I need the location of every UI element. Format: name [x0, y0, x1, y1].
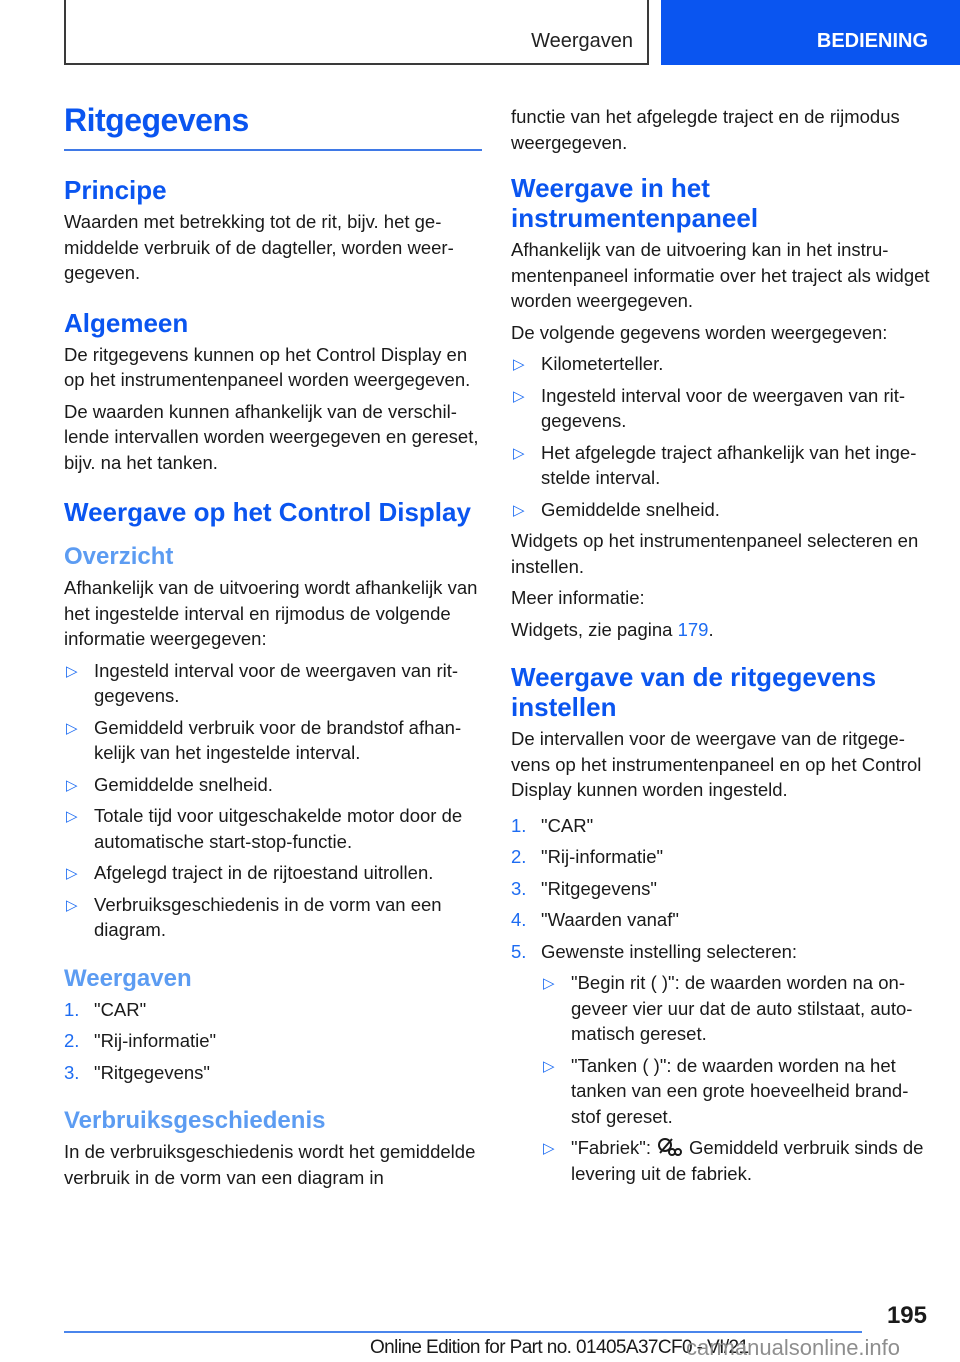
page-title: Ritgegevens — [64, 96, 482, 151]
list-item: ▷ Afgelegd traject in de rijtoestand uitrollen. — [64, 860, 482, 886]
list-item: ▷ Verbruiksgeschiedenis in de vorm van een diagram. — [66, 893, 442, 940]
footer-divider — [64, 1331, 862, 1333]
triangle-bullet-icon: ▷ — [66, 719, 78, 737]
heading-control-display: Weergave op het Control Display — [64, 497, 471, 527]
step-item: 3. "Ritgegevens" — [511, 877, 657, 899]
triangle-bullet-icon: ▷ — [513, 444, 525, 462]
step-item: 1. "CAR" — [511, 814, 594, 836]
page-link-179[interactable]: 179 — [677, 618, 709, 640]
heading-verbruiksgeschiedenis: Verbruiksgeschiedenis — [64, 1107, 326, 1134]
instrument-text-2: De volgende gegevens worden weergegeven: — [511, 321, 888, 343]
instrument-text-3: Widgets op het instrumentenpaneel selecteren en instellen. — [511, 530, 919, 577]
instrument-list — [511, 351, 931, 522]
step-item: 5. Gewenste instelling selecteren: ▷ "Begin rit ( )": de waarden worden na ongeveer vier uur dat de auto stilstaat, automatisch gereset. ▷ "Tanken ( )": de waarden worden na het tanken van een grote hoeveelheid brandstof gereset. ▷ "Fabriek": Gemiddeld verbruik sinds de levering uit de fabriek. — [511, 939, 931, 1187]
heading-instrumentenpaneel: Weergave in het instrumentenpaneel — [511, 173, 759, 233]
triangle-bullet-icon: ▷ — [66, 808, 78, 825]
edition-text: Online Edition for Part no. 01405A37CF0 - VI/21 — [370, 1337, 749, 1358]
list-item: ▷ Gemiddeld verbruik voor de brandstof afhankelijk van het ingestelde interval. — [66, 716, 462, 763]
instellen-steps — [511, 813, 931, 1187]
factory-infinity-icon — [657, 1137, 683, 1157]
chapter-label: BEDIENING — [816, 30, 928, 52]
option-item: ▷ "Begin rit ( )": de waarden worden na ongeveer vier uur dat de auto stilstaat, automatisch gereset. — [543, 972, 913, 1044]
principe-text: Waarden met betrekking tot de rit, bijv. het gemiddelde verbruik of de dagteller, worden weergegeven. — [64, 211, 454, 283]
instellen-text: De intervallen voor de weergave van de ritgegevens op het instrumentenpaneel en op het Control Display kunnen worden ingesteld. — [511, 728, 922, 800]
step-item: 1. "CAR" — [64, 998, 147, 1020]
triangle-bullet-icon: ▷ — [513, 501, 525, 519]
left-column — [64, 96, 482, 1196]
triangle-bullet-icon: ▷ — [513, 356, 525, 373]
page-number: 195 — [886, 1302, 927, 1329]
heading-weergaven: Weergaven — [64, 964, 192, 992]
list-item: ▷ Gemiddelde snelheid. — [64, 772, 482, 798]
overzicht-list — [64, 658, 482, 943]
instrument-text-5: Widgets, zie pagina 179. — [511, 618, 714, 640]
list-item: ▷ Kilometerteller. — [511, 351, 931, 377]
continued-text: functie van het afgelegde traject en de rijmodus weergegeven. — [511, 106, 900, 153]
triangle-bullet-icon: ▷ — [543, 975, 555, 992]
list-item: ▷ Totale tijd voor uitgeschakelde motor door de automatische start-stop-functie. — [66, 805, 463, 852]
option-item: ▷ "Tanken ( )": de waarden worden na het tanken van een grote hoeveelheid brandstof gereset. — [543, 1054, 909, 1127]
heading-overzicht: Overzicht — [64, 543, 174, 570]
list-item: ▷ Ingesteld interval voor de weergaven van ritgegevens. — [66, 659, 459, 706]
triangle-bullet-icon: ▷ — [66, 896, 78, 914]
triangle-bullet-icon: ▷ — [66, 865, 78, 882]
triangle-bullet-icon: ▷ — [66, 662, 78, 680]
watermark: carmanualsonline.info — [686, 1335, 901, 1360]
algemeen-text-2: De waarden kunnen afhankelijk van de verschillende intervallen worden weergegeven en gereset, bijv. na het tanken. — [64, 400, 479, 473]
triangle-bullet-icon: ▷ — [543, 1057, 555, 1075]
right-column — [511, 104, 931, 1192]
step-item: 4. "Waarden vanaf" — [511, 909, 679, 930]
verbruik-text: In de verbruiksgeschiedenis wordt het gemiddelde verbruik in de vorm van een diagram in — [64, 1141, 476, 1188]
triangle-bullet-icon: ▷ — [513, 387, 525, 405]
triangle-bullet-icon: ▷ — [543, 1140, 555, 1157]
settings-options-list — [541, 970, 931, 1186]
algemeen-text-1: De ritgegevens kunnen op het Control Display en op het instrumentenpaneel worden weergegeven. — [64, 343, 471, 390]
weergaven-steps — [64, 997, 482, 1086]
instrument-text-4: Meer informatie: — [511, 587, 645, 608]
section-label: Weergaven — [531, 30, 633, 52]
list-item: ▷ Gemiddelde snelheid. — [511, 497, 931, 523]
heading-algemeen: Algemeen — [64, 307, 189, 338]
heading-principe: Principe — [64, 175, 167, 205]
list-item: ▷ Het afgelegde traject afhankelijk van het ingestelde interval. — [513, 441, 917, 488]
option-item: ▷ "Fabriek": Gemiddeld verbruik sinds de levering uit de fabriek. — [543, 1137, 924, 1184]
header-chapter-tab[interactable] — [661, 0, 960, 65]
instrument-text-1: Afhankelijk van de uitvoering kan in het instrumentenpaneel informatie over het traject als widget worden weergegeven. — [511, 239, 930, 311]
header-section-box — [64, 0, 649, 65]
triangle-bullet-icon: ▷ — [66, 776, 78, 794]
heading-instellen: Weergave van de ritgegevens instellen — [511, 662, 877, 722]
step-item: 3. "Ritgegevens" — [64, 1061, 210, 1083]
overzicht-text: Afhankelijk van de uitvoering wordt afhankelijk van het ingestelde interval en rijmodus de volgende informatie weergegeven: — [64, 577, 478, 649]
step-item: 2. "Rij-informatie" — [64, 1030, 217, 1051]
step-item: 2. "Rij-informatie" — [511, 846, 664, 867]
list-item: ▷ Ingesteld interval voor de weergaven van ritgegevens. — [513, 384, 906, 431]
